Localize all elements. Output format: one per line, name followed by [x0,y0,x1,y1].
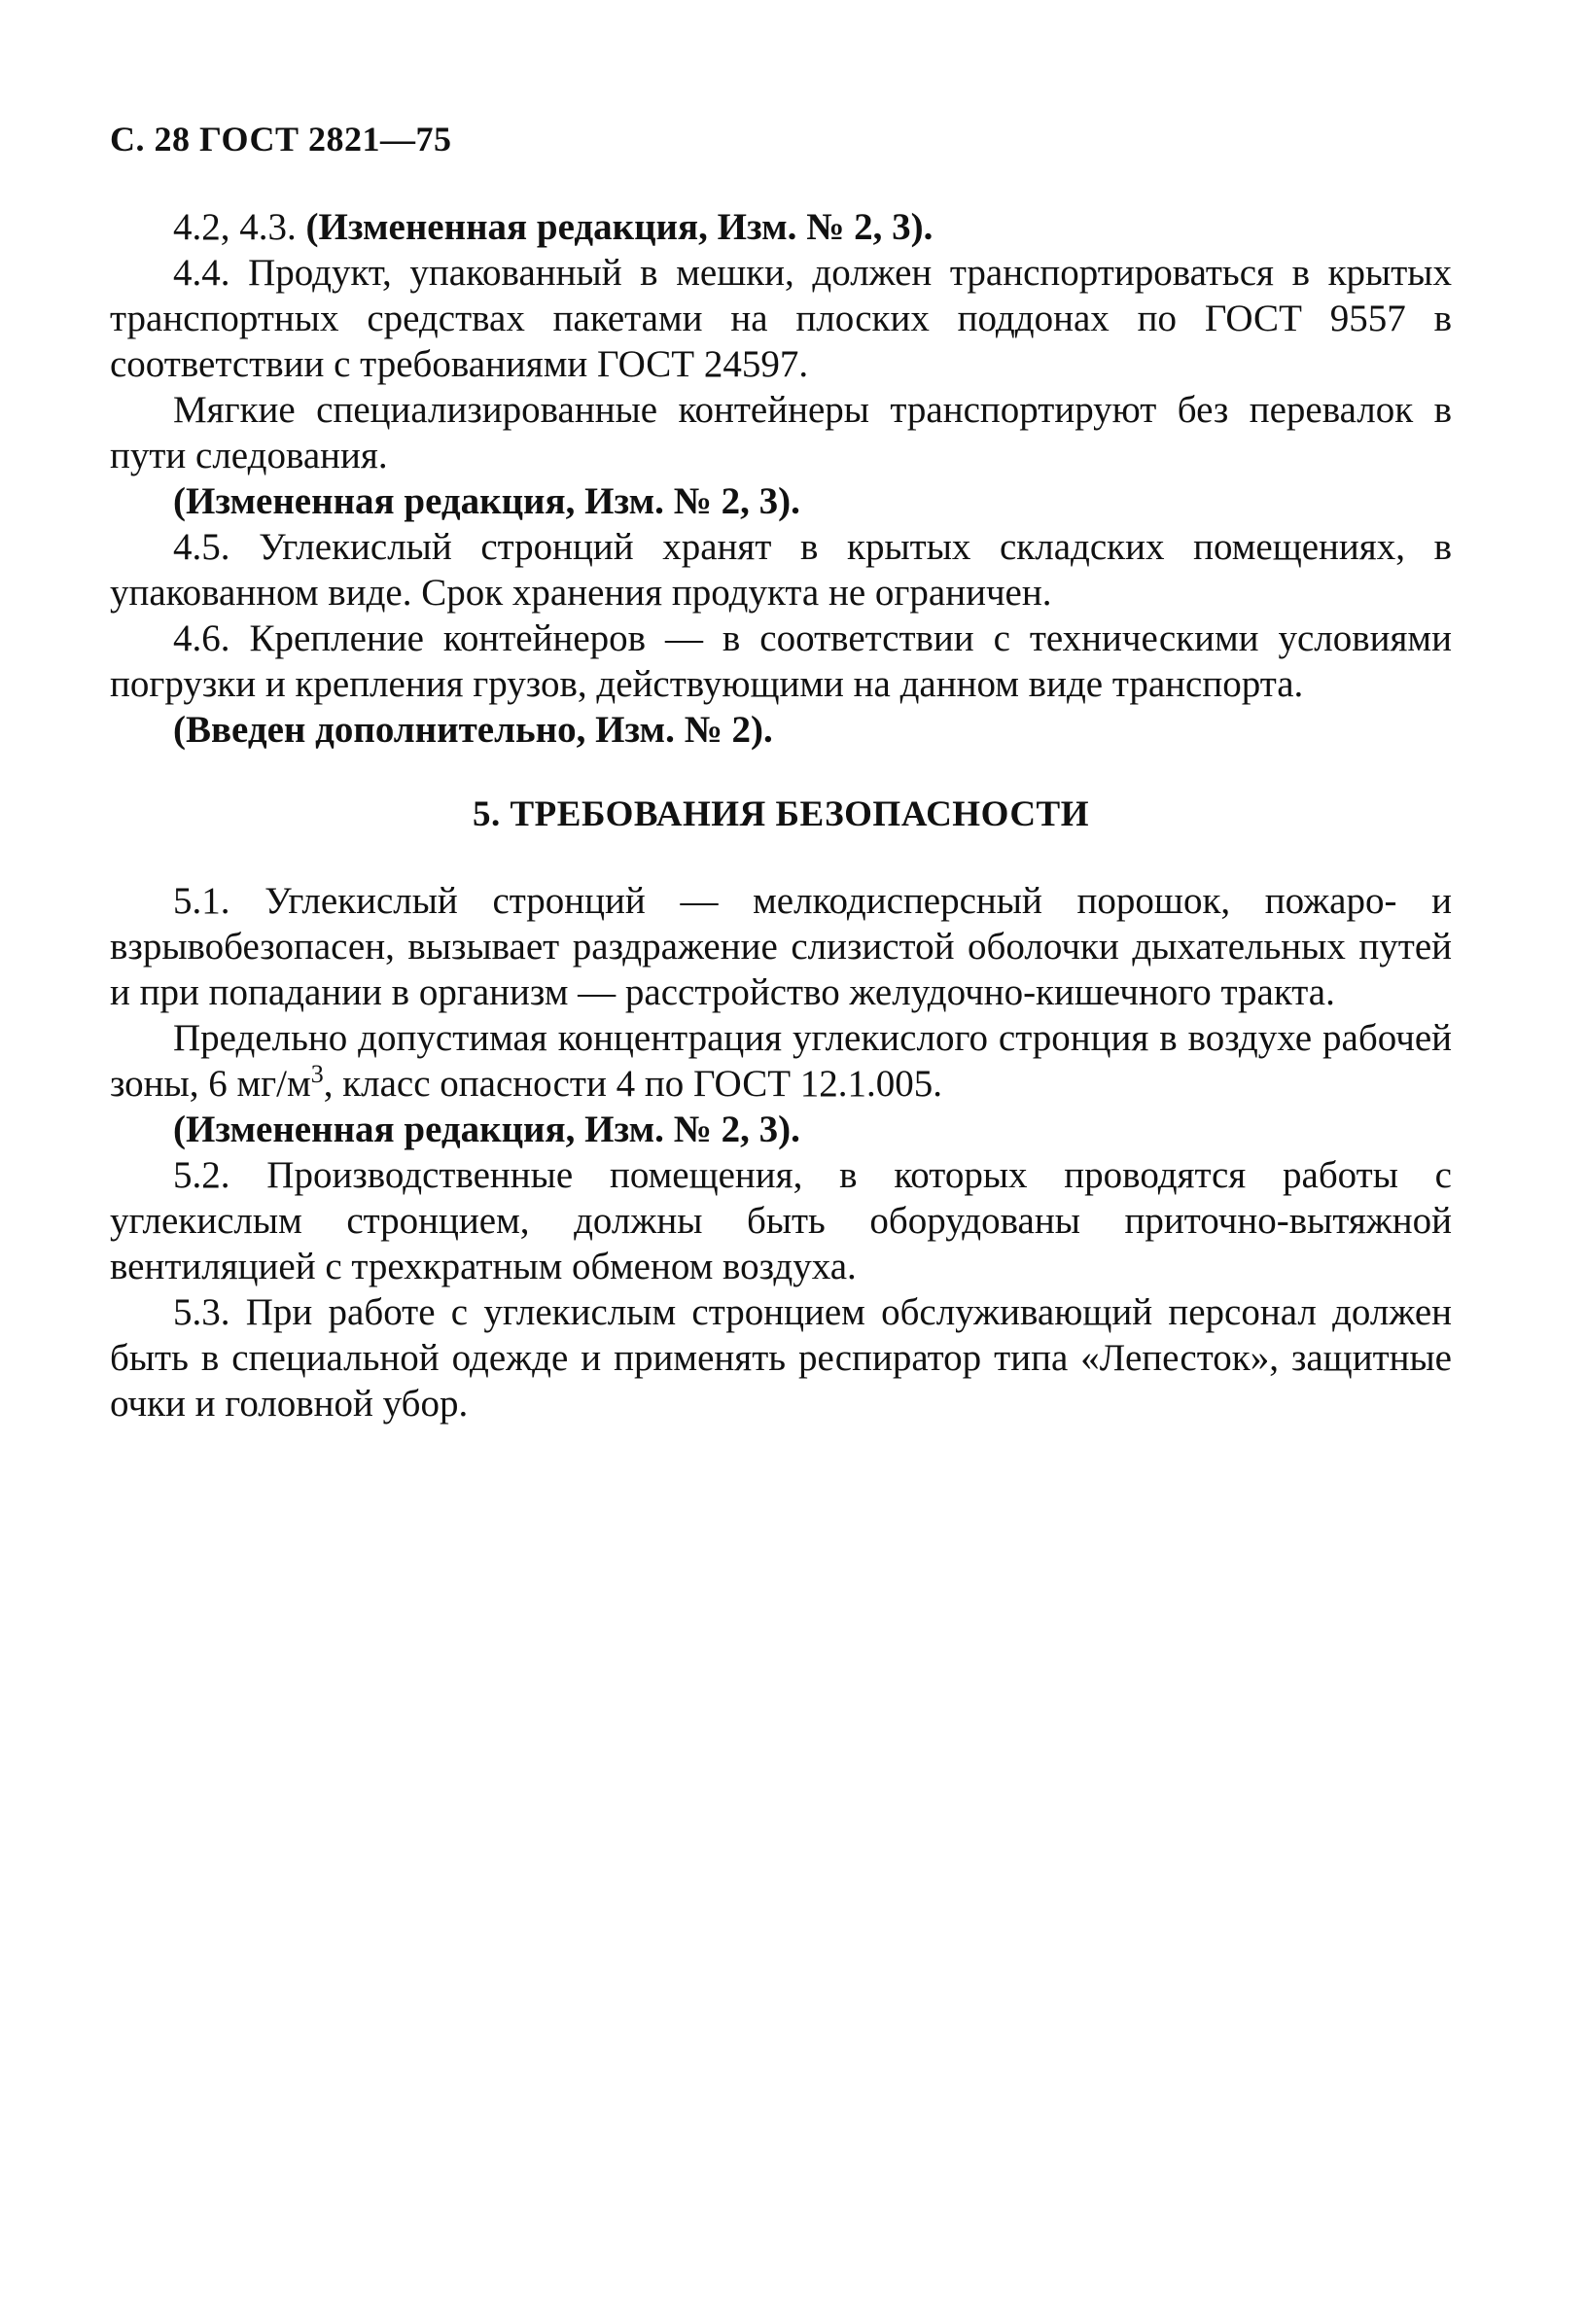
concentration-text: Предельно допустимая концентрация углекислого стронция в воздухе рабочей зоны, 6 мг/м [110,1017,1452,1105]
page-header: С. 28 ГОСТ 2821—75 [110,120,452,158]
paragraph-4-4-containers: Мягкие специализированные контейнеры транспортируют без перевалок в пути следования. [110,389,1452,476]
revision-note-4-6: (Введен дополнительно, Изм. № 2). [173,709,773,751]
revision-note-4-2-4-3: (Измененная редакция, Изм. № 2, 3). [305,206,934,248]
section-heading-safety: 5. ТРЕБОВАНИЯ БЕЗОПАСНОСТИ [472,794,1089,834]
paragraph-4-6: 4.6. Крепление контейнеров — в соответствии с техническими условиями погрузки и крепления грузов, действующими на данном виде транспорта. [110,617,1452,705]
paragraph-5-3: 5.3. При работе с углекислым стронцием обслуживающий персонал должен быть в специальной одежде и применять респиратор типа «Лепесток», защитные очки и головной убор. [110,1291,1452,1425]
paragraph-5-1-concentration [110,1015,1452,1107]
paragraph-4-4: 4.4. Продукт, упакованный в мешки, должен транспортироваться в крытых транспортных средствах пакетами на плоских поддонах по ГОСТ 9557 в соответствии с требованиями ГОСТ 24597. [110,252,1452,385]
revision-note-5-1: (Измененная редакция, Изм. № 2, 3). [173,1109,800,1150]
document-body [110,204,1452,1426]
paragraph-4-5: 4.5. Углекислый стронций хранят в крытых складских помещениях, в упакованном виде. Срок хранения продукта не ограничен. [110,526,1452,614]
paragraph-5-2: 5.2. Производственные помещения, в которых проводятся работы с углекислым стронцием, должны быть оборудованы приточно-вытяжной вентиляцией с трехкратным обменом воздуха. [110,1154,1452,1287]
paragraph-5-1: 5.1. Углекислый стронций — мелкодисперсный порошок, пожаро- и взрывобезопасен, вызывает раздражение слизистой оболочки дыхательных путей и при попадании в организм — расстройство желудочно-кишечного тракта. [110,880,1452,1013]
paragraph-4-2-4-3-text: 4.2, 4.3. [173,206,306,248]
concentration-text-end: , класс опасности 4 по ГОСТ 12.1.005. [323,1063,943,1105]
paragraph-4-2-4-3 [110,204,1452,250]
revision-note-4-4: (Измененная редакция, Изм. № 2, 3). [173,480,800,522]
superscript-exponent: 3 [310,1060,324,1088]
